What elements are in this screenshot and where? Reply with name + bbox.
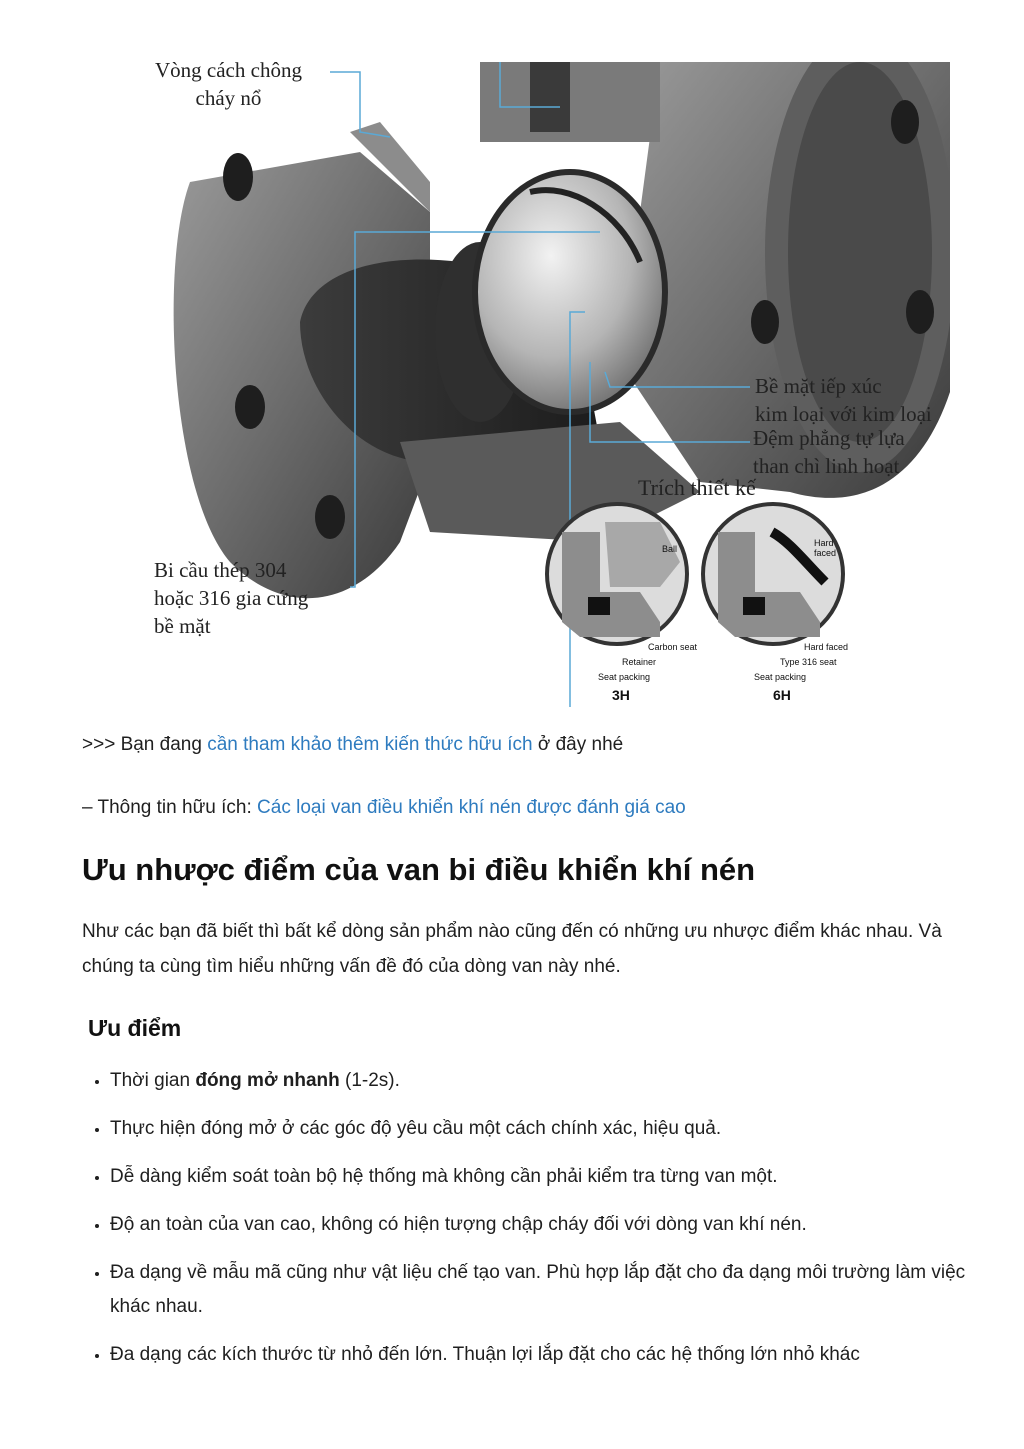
detail-6h-code: 6H bbox=[773, 687, 791, 703]
valve-cutaway-figure bbox=[100, 58, 950, 707]
info-link[interactable]: Các loại van điều khiển khí nén được đánh giá cao bbox=[257, 797, 686, 818]
list-item: • Độ an toàn của van cao, không có hiện tượng chập cháy đối với dòng van khí nén. bbox=[110, 1208, 1010, 1242]
detail-3h-ball-label: Ball bbox=[662, 544, 678, 554]
list-item: • Thực hiện đóng mở ở các góc độ yêu cầu một cách chính xác, hiệu quả. bbox=[110, 1112, 1010, 1146]
label-fire-ring: Vòng cách chông cháy nổ bbox=[155, 58, 302, 110]
list-item: • Đa dạng về mẫu mã cũng như vật liệu chế tạo van. Phù hợp lắp đặt cho đa dạng môi trường làm việc khác nhau. bbox=[110, 1256, 1010, 1324]
detail-3h-code: 3H bbox=[612, 687, 630, 703]
label-ball: Bi cầu thép 304 hoặc 316 gia cứng bề mặt bbox=[154, 558, 309, 638]
reference-line bbox=[82, 728, 623, 762]
label-metal-contact: Bề mặt iếp xúc kim loại với kim loại bbox=[755, 374, 932, 426]
reference-prefix: >>> Bạn đang bbox=[82, 734, 208, 755]
detail-6h-hard-faced-label: Hard faced bbox=[804, 642, 849, 652]
list-item bbox=[110, 1064, 1010, 1098]
advantages-heading: Ưu điểm bbox=[88, 1015, 182, 1041]
advantage-1-bold: đóng mở nhanh bbox=[195, 1070, 340, 1091]
section-heading: Ưu nhược điểm của van bi điều khiển khí nén bbox=[82, 852, 756, 887]
advantage-1-suffix: (1-2s). bbox=[339, 1070, 400, 1091]
intro-paragraph: Như các bạn đã biết thì bất kể dòng sản phẩm nào cũng đến có những ưu nhược điểm khác nhau. Và chúng ta cùng tìm hiểu những vấn đề đó của dòng van này nhé. bbox=[82, 921, 942, 977]
info-prefix: – Thông tin hữu ích: bbox=[82, 797, 258, 818]
list-item: • Dễ dàng kiểm soát toàn bộ hệ thống mà không cần phải kiểm tra từng van một. bbox=[110, 1160, 1010, 1194]
detail-6h-hard-faced-top-label: Hard faced bbox=[814, 538, 837, 558]
list-item: • Đa dạng các kích thước từ nhỏ đến lớn. Thuận lợi lắp đặt cho các hệ thống lớn nhỏ khác bbox=[110, 1338, 1010, 1372]
reference-link[interactable]: cần tham khảo thêm kiến thức hữu ích bbox=[207, 734, 533, 755]
label-graphite-gasket: Đệm phẳng tự lựa than chì linh hoạt bbox=[753, 426, 905, 478]
info-line bbox=[82, 791, 686, 825]
detail-3h-seat-packing-label: Seat packing bbox=[598, 672, 651, 682]
advantage-1-prefix: Thời gian bbox=[110, 1070, 196, 1091]
detail-6h-type-seat-label: Type 316 seat bbox=[780, 657, 837, 667]
reference-suffix: ở đây nhé bbox=[532, 734, 624, 755]
detail-3h-retainer-label: Retainer bbox=[622, 657, 657, 667]
detail-3h-carbon-seat-label: Carbon seat bbox=[648, 642, 698, 652]
label-design-detail: Trích thiết kế bbox=[638, 475, 756, 500]
advantages-list bbox=[82, 1064, 1010, 1386]
detail-6h-seat-packing-label: Seat packing bbox=[754, 672, 807, 682]
